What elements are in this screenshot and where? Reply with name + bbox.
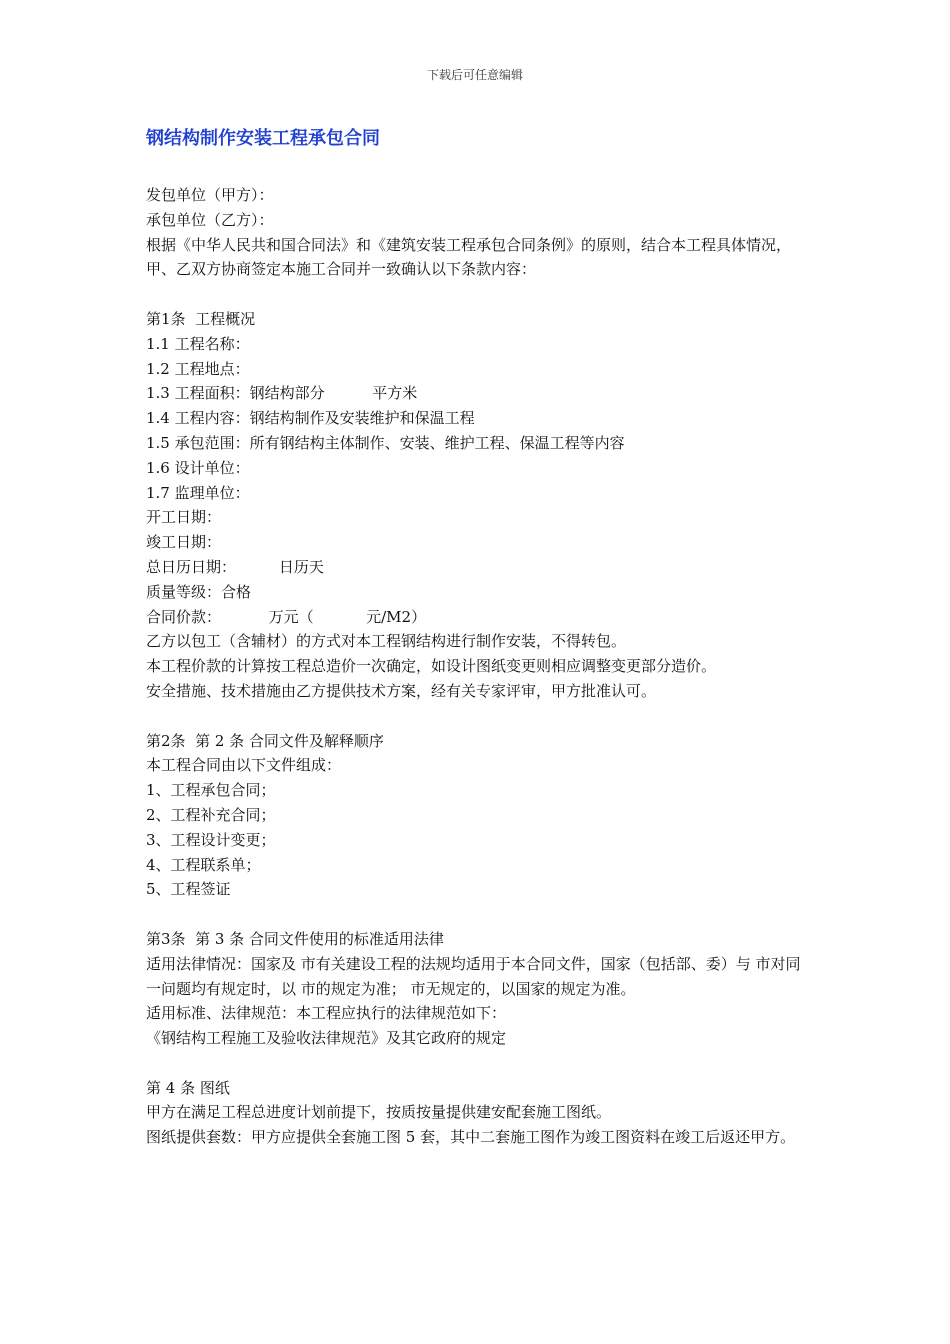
article-1-line: 1.5 承包范围：所有钢结构主体制作、安装、维护工程、保温工程等内容 xyxy=(146,433,625,452)
article-2-line: 5、工程签证 xyxy=(146,880,231,899)
party-a-line: 发包单位（甲方）： xyxy=(146,186,274,204)
basis-paragraph: 根据《中华人民共和国合同法》和《建筑安装工程承包合同条例》的原则，结合本工程具体情况，甲、乙双方协商签定本施工合同并一致确认以下条款内容： xyxy=(146,235,792,279)
article-1-line: 质量等级：合格 xyxy=(146,582,252,601)
document-title: 钢结构制作安装工程承包合同 xyxy=(146,128,380,149)
article-2-line: 1、工程承包合同； xyxy=(146,781,276,800)
article-1-line: 安全措施、技术措施由乙方提供技术方案，经有关专家评审，甲方批准认可。 xyxy=(146,681,657,700)
article-2-line: 3、工程设计变更； xyxy=(146,830,276,849)
article-4-drawing-sets: 图纸提供套数：甲方应提供全套施工图 5 套，其中二套施工图作为竣工图资料在竣工后返还甲方。 xyxy=(146,1128,796,1147)
article-1-line: 合同价款： 万元（ 元/M2） xyxy=(146,607,427,626)
article-3-line: 适用标准、法律规范：本工程应执行的法律规范如下： xyxy=(146,1004,507,1023)
article-1-line: 本工程价款的计算按工程总造价一次确定，如设计图纸变更则相应调整变更部分造价。 xyxy=(146,657,717,676)
article-4-line: 甲方在满足工程总进度计划前提下，按质按量提供建安配套施工图纸。 xyxy=(146,1103,612,1122)
party-b-line: 承包单位（乙方）： xyxy=(146,210,274,229)
article-2-line: 4、工程联系单； xyxy=(146,855,261,874)
article-4-heading: 第 4 条 图纸 xyxy=(146,1078,230,1097)
article-1-line: 1.3 工程面积：钢结构部分 平方米 xyxy=(146,384,418,403)
article-3-line: 《钢结构工程施工及验收法律规范》及其它政府的规定 xyxy=(146,1029,507,1048)
article-3-heading: 第3条 第 3 条 合同文件使用的标准适用法律 xyxy=(146,929,444,948)
article-1-line: 1.2 工程地点： xyxy=(146,359,250,378)
spacer xyxy=(146,1051,811,1076)
article-1-heading: 第1条 工程概况 xyxy=(146,309,256,328)
document-body xyxy=(146,183,811,1150)
article-1-line: 1.6 设计单位： xyxy=(146,458,250,477)
article-2-line: 2、工程补充合同； xyxy=(146,805,276,824)
article-2-line: 本工程合同由以下文件组成： xyxy=(146,756,342,775)
article-1-line: 1.4 工程内容：钢结构制作及安装维护和保温工程 xyxy=(146,409,475,428)
article-2-heading: 第2条 第 2 条 合同文件及解释顺序 xyxy=(146,731,384,750)
header-note: 下载后可任意编辑 xyxy=(426,68,523,82)
spacer xyxy=(146,902,811,927)
article-1-line: 开工日期： xyxy=(146,508,222,527)
spacer xyxy=(146,282,811,307)
article-1-line: 1.7 监理单位： xyxy=(146,483,250,502)
article-1-line: 竣工日期： xyxy=(146,533,222,552)
article-3-law-situation: 适用法律情况：国家及 市有关建设工程的法规均适用于本合同文件，国家（包括部、委）与 市对同一问题均有规定时，以 市的规定为准； 市无规定的，以国家的规定为准。 xyxy=(146,954,801,998)
spacer xyxy=(146,704,811,729)
article-1-line: 总日历日期： 日历天 xyxy=(146,557,324,576)
article-1-line: 乙方以包工（含辅材）的方式对本工程钢结构进行制作安装，不得转包。 xyxy=(146,632,627,651)
article-1-line: 1.1 工程名称： xyxy=(146,334,250,353)
